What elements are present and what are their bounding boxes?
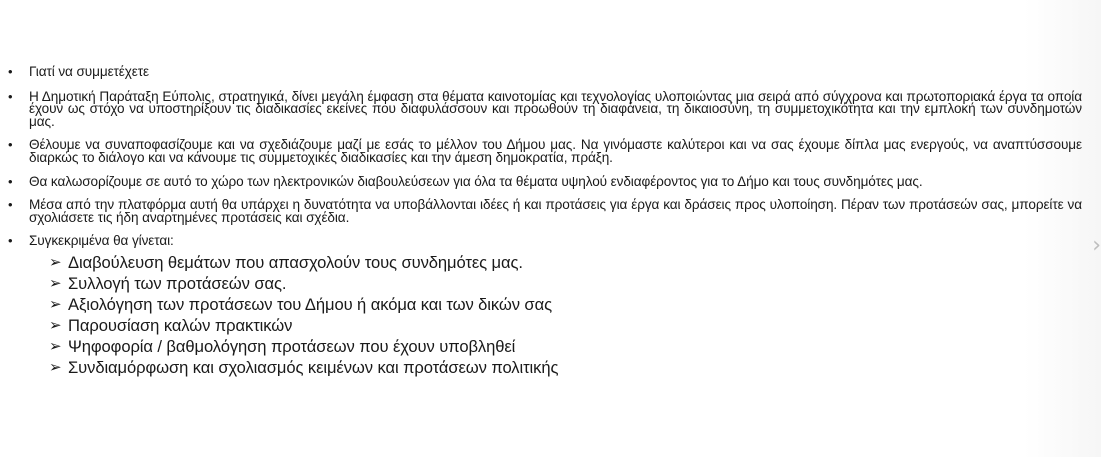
next-slide-chevron-icon[interactable]: ›: [1092, 233, 1101, 258]
sub-item-evaluation: ➢ Αξιολόγηση των προτάσεων του Δήμου ή ακόμα και των δικών σας: [49, 294, 1082, 315]
sub-item-voting: ➢ Ψηφοφορία / βαθμολόγηση προτάσεων που έχουν υποβληθεί: [49, 336, 1082, 357]
bullet-item-co-decide: • Θέλουμε να συναποφασίζουμε και να σχεδιάζουμε μαζί με εσάς το μέλλον του Δήμου μας. Να γινόμαστε καλύτεροι και να σας έχουμε δίπλα μας ενεργούς, να αναπτύσσουμε διαρκώς το διάλογο και να κάνουμε τις συμμετοχικές διαδικασίες και την άμεση δημοκρατία, πράξη.: [8, 139, 1082, 164]
bullet-item-platform: • Μέσα από την πλατφόρμα αυτή θα υπάρχει η δυνατότητα να υποβάλλονται ιδέες ή και προτάσεις για έργα και δράσεις προς υλοποίηση. Πέραν των προτάσεών σας, μπορείτε να σχολιάσετε τις ήδη αναρτημένες προτάσεις και σχέδια.: [8, 199, 1082, 224]
bullet-list: [8, 66, 1082, 389]
sub-list: [29, 252, 1082, 378]
bullet-item-strategy: • Η Δημοτική Παράταξη Εύπολις, στρατηγικά, δίνει μεγάλη έμφαση στα θέματα καινοτομίας και τεχνολογίας υλοποιώντας μια σειρά από σύγχρονα και πρωτοποριακά έργα τα οποία έχουν ως στόχο να υποστηρίξουν τις διαδικασίες εκείνες που διαφυλάσσουν και προωθούν τη διαφάνεια, τη δικαιοσύνη, τη συμμετοχικότητα και την εμπλοκή των συνδημοτών μας.: [8, 91, 1082, 129]
sub-item-co-shaping: ➢ Συνδιαμόρφωση και σχολιασμός κειμένων και προτάσεων πολιτικής: [49, 357, 1082, 378]
bullet-item-specifically: [8, 235, 1082, 378]
sub-item-consultation: ➢ Διαβούλευση θεμάτων που απασχολούν τους συνδημότες μας.: [49, 252, 1082, 273]
bullet-item-welcome: • Θα καλωσορίζουμε σε αυτό το χώρο των ηλεκτρονικών διαβουλεύσεων για όλα τα θέματα υψηλού ενδιαφέροντος για το Δήμο και τους συνδημότες μας.: [8, 176, 1082, 189]
bullet-item-why-participate: • Γιατί να συμμετέχετε: [8, 66, 1082, 79]
bullet-item-specifically-label: Συγκεκριμένα θα γίνεται:: [29, 233, 174, 249]
sub-item-good-practices: ➢ Παρουσίαση καλών πρακτικών: [49, 315, 1082, 336]
sub-item-collection: ➢ Συλλογή των προτάσεών σας.: [49, 273, 1082, 294]
